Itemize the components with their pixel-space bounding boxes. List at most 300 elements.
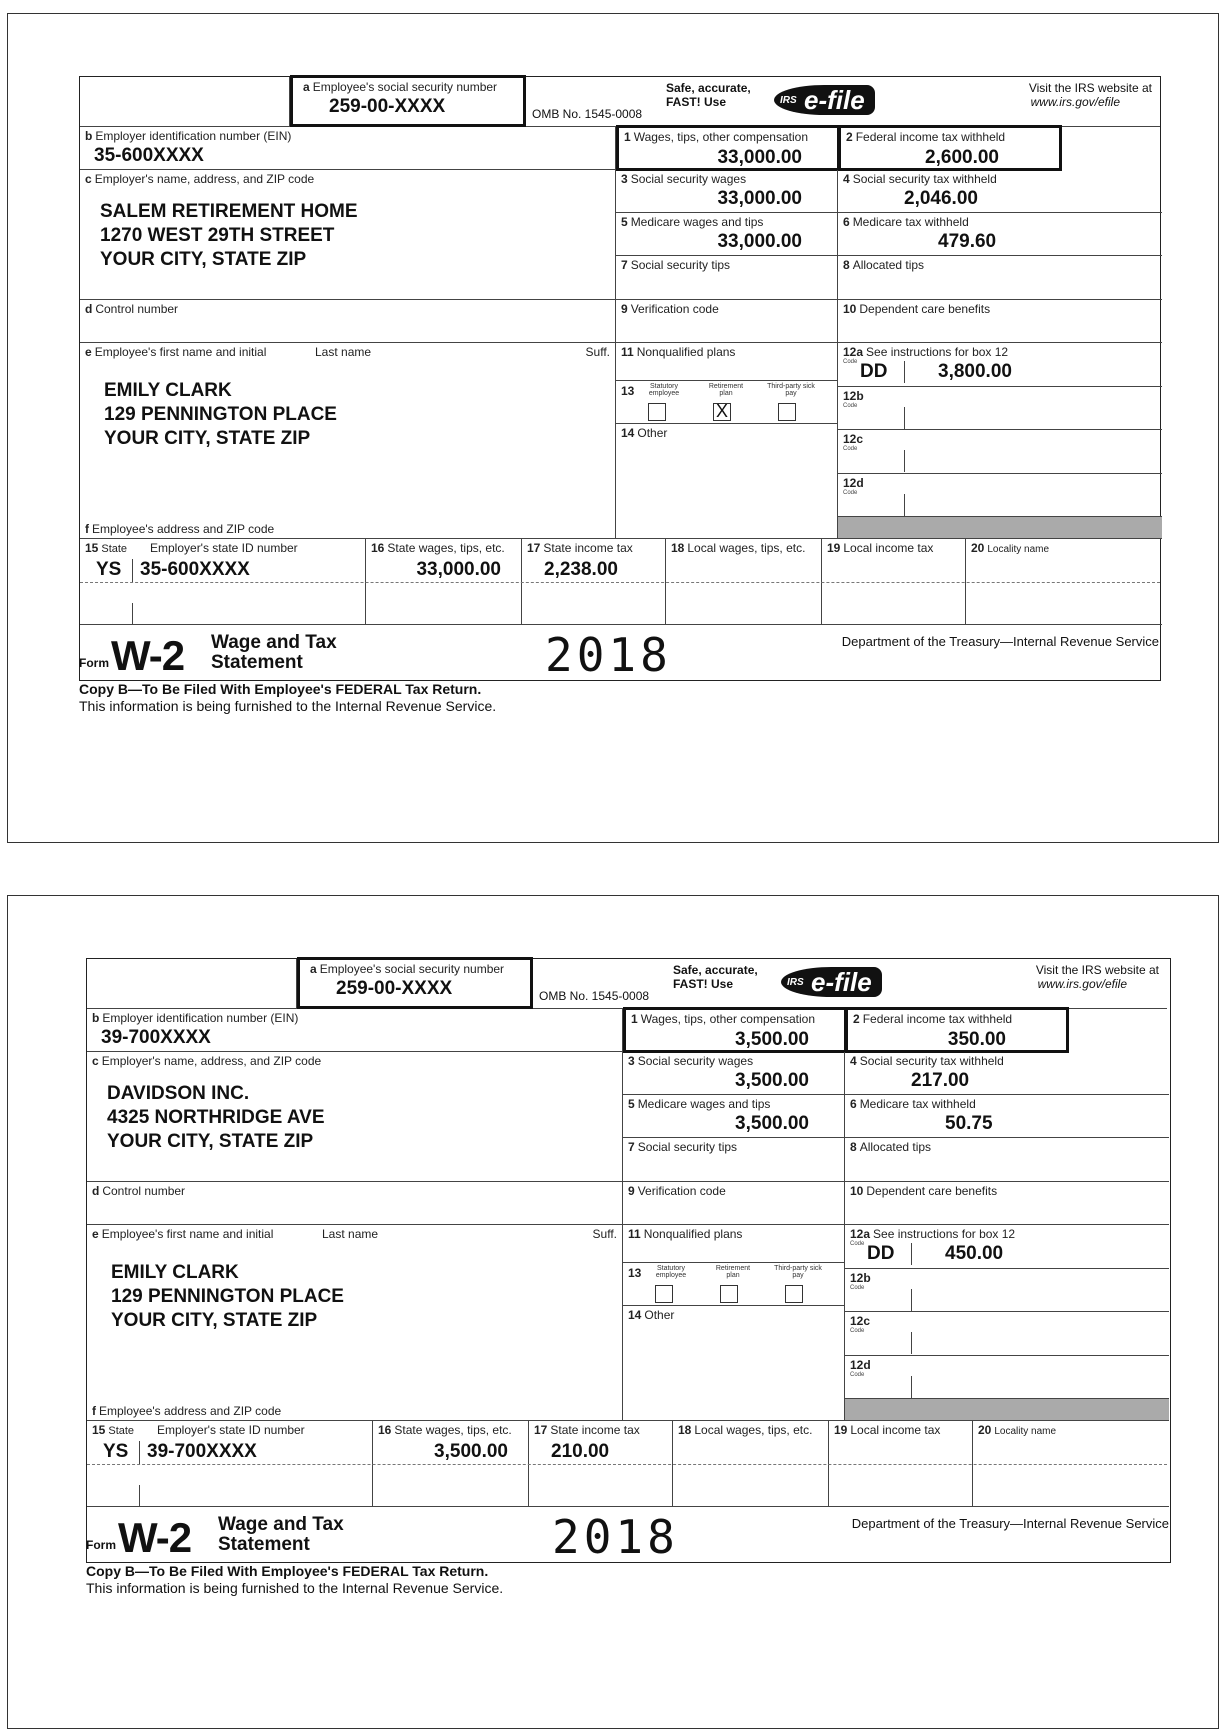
box-14	[623, 1306, 845, 1421]
box4-label: Social security tax withheld	[859, 1054, 1004, 1068]
employee-name: EMILY CLARK	[104, 380, 232, 401]
box-b	[87, 1009, 623, 1052]
box-label	[671, 541, 805, 555]
box-12c	[845, 1312, 1169, 1356]
box-e	[87, 1225, 623, 1421]
box-label	[378, 1423, 512, 1437]
employee-label: Employee's first name and initial	[101, 1227, 274, 1241]
box-number: 12d	[843, 476, 864, 490]
divider-line	[911, 1376, 912, 1398]
box-number: 12d	[850, 1358, 871, 1372]
divider-line	[904, 450, 905, 472]
box-number: 12a	[843, 345, 864, 359]
box12a-amount: 450.00	[945, 1243, 1004, 1264]
box18-label: Local wages, tips, etc.	[694, 1423, 813, 1437]
box-label	[534, 1423, 640, 1437]
statement-word: Statement	[218, 1534, 310, 1555]
box-d	[87, 1182, 623, 1225]
employer-label: Employer's name, address, and ZIP code	[94, 172, 315, 186]
box-number: b	[92, 1011, 100, 1025]
divider-line	[132, 559, 133, 583]
copy-b-line: Copy B—To Be Filed With Employee's FEDERAL Tax Return.	[79, 681, 482, 697]
box7-label: Social security tips	[630, 258, 731, 272]
box10-label: Dependent care benefits	[866, 1184, 998, 1198]
box2-label: Federal income tax withheld	[855, 130, 1006, 144]
form-word: Form	[86, 1538, 116, 1552]
box-label	[621, 426, 667, 440]
box-number: 3	[621, 172, 628, 186]
box-label	[92, 1227, 273, 1241]
divider-line	[911, 1332, 912, 1354]
box-number: d	[85, 302, 93, 316]
employee-city: YOUR CITY, STATE ZIP	[111, 1310, 318, 1331]
box-label	[624, 130, 808, 144]
box-label	[846, 130, 1005, 144]
box-number: 20	[978, 1423, 992, 1437]
box-5	[616, 213, 838, 256]
box-number: 15	[85, 541, 99, 555]
box-number: f	[85, 522, 89, 536]
box-label	[85, 302, 178, 316]
box-number: e	[85, 345, 92, 359]
box-number: 12c	[850, 1314, 871, 1328]
box-4	[838, 170, 1162, 213]
visit-irs: Visit the IRS website at	[1028, 81, 1152, 95]
divider-line	[139, 1441, 140, 1465]
box-number: 9	[621, 302, 628, 316]
box-number: 19	[834, 1423, 848, 1437]
box-number: 14	[628, 1308, 642, 1322]
state-id-value: 39-700XXXX	[147, 1441, 257, 1462]
box17-value: 210.00	[551, 1441, 610, 1462]
box-label	[628, 1097, 770, 1111]
box-label	[92, 1423, 134, 1437]
box17-label: State income tax	[550, 1423, 640, 1437]
box-2	[838, 125, 1062, 171]
box14-label: Other	[637, 426, 668, 440]
department-line: Department of the Treasury—Internal Revenue Service	[841, 634, 1159, 649]
box-label	[310, 962, 504, 976]
header-right	[526, 77, 1160, 127]
box-label	[628, 1308, 674, 1322]
box-label	[843, 476, 867, 490]
box-label	[527, 541, 633, 555]
fast-use: FAST! Use	[666, 95, 727, 109]
box-number: 10	[850, 1184, 864, 1198]
box-label	[850, 1358, 874, 1372]
ein-label: Employer identification number (EIN)	[95, 129, 292, 143]
employer-address: 4325 NORTHRIDGE AVE	[107, 1107, 325, 1128]
box-label	[92, 1011, 298, 1025]
furnished-line: This information is being furnished to the Internal Revenue Service.	[79, 698, 497, 714]
box2-label: Federal income tax withheld	[862, 1012, 1013, 1026]
box-number: c	[92, 1054, 99, 1068]
box-number: 14	[621, 426, 635, 440]
statutory-label: Statutory employee	[655, 1265, 687, 1279]
box-label	[827, 541, 933, 555]
box-number: 5	[621, 215, 628, 229]
box20-label: Locality name	[994, 1426, 1057, 1437]
box-6	[845, 1095, 1169, 1138]
box4-value: 217.00	[911, 1070, 970, 1091]
box12a-label: See instructions for box 12	[866, 345, 1009, 359]
box-number: 13	[621, 384, 635, 398]
box-label	[628, 1266, 644, 1280]
box-label	[628, 1227, 742, 1241]
box-12c	[838, 430, 1162, 474]
box-label	[843, 215, 969, 229]
box-12d	[845, 1356, 1169, 1399]
ein-value: 39-700XXXX	[101, 1027, 211, 1048]
box-number: 6	[843, 215, 850, 229]
retirement-checkbox[interactable]	[720, 1285, 738, 1303]
box4-value: 2,046.00	[904, 188, 978, 209]
efile-logo-text: e-file	[811, 967, 872, 997]
department-line: Department of the Treasury—Internal Revenue Service	[851, 1516, 1169, 1531]
box-11	[616, 343, 838, 380]
box-number: 12b	[850, 1271, 871, 1285]
box-label	[850, 1271, 874, 1285]
blank-top-cell	[87, 959, 297, 1009]
code-label: Code	[850, 1372, 865, 1378]
box-number: 10	[843, 302, 857, 316]
box-label	[303, 80, 497, 94]
box-label	[631, 1012, 815, 1026]
box3-label: Social security wages	[630, 172, 747, 186]
state-id-label: Employer's state ID number	[150, 541, 298, 555]
box-label	[978, 1423, 1056, 1437]
box-a	[290, 75, 526, 127]
box-number: 12a	[850, 1227, 871, 1241]
box-d	[80, 300, 616, 343]
box-number: 16	[371, 541, 385, 555]
shaded-box	[838, 517, 1162, 539]
divider-line	[132, 603, 133, 625]
state-value: YS	[103, 1441, 129, 1462]
box-number: 19	[827, 541, 841, 555]
employer-address: 1270 WEST 29TH STREET	[100, 225, 335, 246]
employee-name: EMILY CLARK	[111, 1262, 239, 1283]
box-label	[850, 1184, 997, 1198]
box12a-code: DD	[860, 361, 888, 382]
box5-value: 33,000.00	[717, 231, 802, 252]
control-label: Control number	[102, 1184, 186, 1198]
box12a-amount: 3,800.00	[938, 361, 1012, 382]
third-party-checkbox[interactable]	[785, 1285, 803, 1303]
box-label	[621, 345, 735, 359]
ssn-value: 259-00-XXXX	[329, 96, 446, 117]
box-3	[616, 170, 838, 213]
box-10	[838, 300, 1162, 343]
box8-label: Allocated tips	[852, 258, 925, 272]
box5-value: 3,500.00	[735, 1113, 809, 1134]
box-c	[87, 1052, 623, 1182]
visit-irs: Visit the IRS website at	[1035, 963, 1159, 977]
box-number: 11	[621, 345, 634, 359]
third-party-label: Third-party sick pay	[767, 383, 815, 397]
box-label	[85, 345, 266, 359]
box-number: 20	[971, 541, 985, 555]
box6-value: 479.60	[938, 231, 997, 252]
box10-label: Dependent care benefits	[859, 302, 991, 316]
box-number: 4	[850, 1054, 857, 1068]
box-12b	[845, 1269, 1169, 1312]
box3-value: 33,000.00	[717, 188, 802, 209]
irs-url[interactable]: www.irs.gov/efile	[1037, 977, 1127, 991]
last-name-label: Last name	[322, 1227, 379, 1241]
omb-number: OMB No. 1545-0008	[532, 107, 643, 121]
ein-label: Employer identification number (EIN)	[102, 1011, 299, 1025]
box-a	[297, 957, 533, 1009]
box-label	[834, 1423, 940, 1437]
box-6	[838, 213, 1162, 256]
box-label	[843, 258, 924, 272]
box-label	[85, 541, 127, 555]
w2-page-2	[7, 895, 1219, 1729]
third-party-checkbox[interactable]	[778, 403, 796, 421]
box20-label: Locality name	[987, 544, 1050, 555]
box-number: d	[92, 1184, 100, 1198]
box16-label: State wages, tips, etc.	[387, 541, 505, 555]
w2-page-1	[7, 13, 1219, 843]
code-label: Code	[850, 1241, 865, 1247]
box-label	[850, 1140, 931, 1154]
wage-and-tax: Wage and Tax	[211, 632, 337, 653]
box-1	[623, 1007, 847, 1053]
box-number: 15	[92, 1423, 106, 1437]
box16-label: State wages, tips, etc.	[394, 1423, 512, 1437]
retirement-checkbox[interactable]: X	[713, 403, 731, 421]
w2-form	[86, 958, 1171, 1596]
box-label	[621, 258, 730, 272]
box-b	[80, 127, 616, 170]
efile-logo-text: e-file	[804, 85, 865, 115]
box11-label: Nonqualified plans	[636, 345, 736, 359]
dashed-separator	[80, 582, 1160, 583]
box-label	[628, 1184, 726, 1198]
box4-label: Social security tax withheld	[852, 172, 997, 186]
statutory-checkbox[interactable]	[648, 403, 666, 421]
box-9	[623, 1182, 845, 1225]
box-number: 18	[678, 1423, 692, 1437]
box-3	[623, 1052, 845, 1095]
box-c	[80, 170, 616, 300]
box-label	[843, 345, 1008, 359]
box-12a	[838, 343, 1162, 387]
box-11	[623, 1225, 845, 1262]
statutory-label: Statutory employee	[648, 383, 680, 397]
copy-b-line: Copy B—To Be Filed With Employee's FEDERAL Tax Return.	[86, 1563, 489, 1579]
box-label	[621, 384, 637, 398]
ssn-value: 259-00-XXXX	[336, 978, 453, 999]
statutory-checkbox[interactable]	[655, 1285, 673, 1303]
box-number: a	[310, 962, 317, 976]
box-number: b	[85, 129, 93, 143]
code-label: Code	[850, 1285, 865, 1291]
box-number: c	[85, 172, 92, 186]
box-number: 12c	[843, 432, 864, 446]
box16-value: 3,500.00	[434, 1441, 508, 1462]
box-number: 8	[843, 258, 850, 272]
ein-value: 35-600XXXX	[94, 145, 204, 166]
safe-accurate: Safe, accurate,	[673, 963, 758, 977]
divider-line	[911, 1243, 912, 1265]
box-12b	[838, 387, 1162, 430]
box-label	[850, 1097, 976, 1111]
box-number: e	[92, 1227, 99, 1241]
employee-address: 129 PENNINGTON PLACE	[104, 404, 337, 425]
ssn-label: Employee's social security number	[319, 962, 505, 976]
box1-label: Wages, tips, other compensation	[633, 130, 808, 144]
box-12d	[838, 474, 1162, 517]
w2-title: W-2	[118, 1514, 192, 1561]
box14-label: Other	[644, 1308, 675, 1322]
control-label: Control number	[95, 302, 179, 316]
box-label	[850, 1314, 873, 1328]
box-label	[971, 541, 1049, 555]
code-label: Code	[843, 359, 858, 365]
divider-line	[904, 361, 905, 383]
box-label	[850, 1054, 1004, 1068]
box19-label: Local income tax	[843, 541, 934, 555]
box-13	[623, 1262, 845, 1306]
box-number: 8	[850, 1140, 857, 1154]
suff-label: Suff.	[592, 1227, 617, 1241]
box-13	[616, 380, 838, 424]
employer-name: SALEM RETIREMENT HOME	[100, 201, 358, 222]
irs-logo-text: IRS	[780, 95, 797, 106]
box-label	[843, 389, 867, 403]
box-label	[850, 1227, 1015, 1241]
divider-line	[139, 1485, 140, 1507]
box15-label: State	[101, 543, 128, 555]
efile-logo	[774, 85, 875, 115]
efile-logo	[781, 967, 882, 997]
box-label	[92, 1054, 321, 1068]
retirement-label: Retirement plan	[708, 383, 744, 397]
box6-label: Medicare tax withheld	[859, 1097, 976, 1111]
box17-label: State income tax	[543, 541, 633, 555]
box8-label: Allocated tips	[859, 1140, 932, 1154]
box-2	[845, 1007, 1069, 1053]
employee-city: YOUR CITY, STATE ZIP	[104, 428, 311, 449]
box-number: 1	[631, 1012, 638, 1026]
box-7	[623, 1138, 845, 1182]
box-5	[623, 1095, 845, 1138]
box-label	[621, 302, 719, 316]
box-number: 4	[843, 172, 850, 186]
box-label	[85, 172, 314, 186]
state-id-value: 35-600XXXX	[140, 559, 250, 580]
box-number: 6	[850, 1097, 857, 1111]
box-number: a	[303, 80, 310, 94]
box9-label: Verification code	[637, 1184, 726, 1198]
box-number: 13	[628, 1266, 642, 1280]
box12a-code: DD	[867, 1243, 895, 1264]
w2-grid	[79, 76, 1161, 681]
box-14	[616, 424, 838, 539]
box-label	[92, 1184, 185, 1198]
dashed-separator	[87, 1464, 1167, 1465]
box-number: f	[92, 1404, 96, 1418]
ssn-label: Employee's social security number	[312, 80, 498, 94]
box-number: 7	[621, 258, 628, 272]
box6-label: Medicare tax withheld	[852, 215, 969, 229]
box9-label: Verification code	[630, 302, 719, 316]
code-label: Code	[850, 1328, 865, 1334]
tax-year: 2018	[552, 1510, 679, 1564]
box-label	[843, 172, 997, 186]
form-word: Form	[79, 656, 109, 670]
box-label	[843, 432, 866, 446]
omb-number: OMB No. 1545-0008	[539, 989, 650, 1003]
box3-label: Social security wages	[637, 1054, 754, 1068]
box-label	[92, 1404, 281, 1418]
box-7	[616, 256, 838, 300]
shaded-box	[845, 1399, 1169, 1421]
box-label	[843, 302, 990, 316]
box19-label: Local income tax	[850, 1423, 941, 1437]
employer-city: YOUR CITY, STATE ZIP	[100, 249, 307, 270]
box15-label: State	[108, 1425, 135, 1437]
divider-line	[911, 1289, 912, 1311]
fast-use: FAST! Use	[673, 977, 734, 991]
box5-label: Medicare wages and tips	[637, 1097, 771, 1111]
box17-value: 2,238.00	[544, 559, 618, 580]
box-number: 3	[628, 1054, 635, 1068]
irs-url[interactable]: www.irs.gov/efile	[1030, 95, 1120, 109]
box1-value: 3,500.00	[735, 1029, 809, 1050]
box-label	[621, 172, 746, 186]
employer-label: Employer's name, address, and ZIP code	[101, 1054, 322, 1068]
box-number: 12b	[843, 389, 864, 403]
box2-value: 2,600.00	[925, 147, 999, 168]
box-12a	[845, 1225, 1169, 1269]
box-label	[85, 129, 291, 143]
box-number: 1	[624, 130, 631, 144]
box5-label: Medicare wages and tips	[630, 215, 764, 229]
box12a-label: See instructions for box 12	[873, 1227, 1016, 1241]
employee-label: Employee's first name and initial	[94, 345, 267, 359]
box-8	[845, 1138, 1169, 1182]
header-right	[533, 959, 1167, 1009]
box-number: 18	[671, 541, 685, 555]
box16-value: 33,000.00	[416, 559, 501, 580]
box-number: 17	[534, 1423, 548, 1437]
box-number: 9	[628, 1184, 635, 1198]
box-number: 17	[527, 541, 541, 555]
box2-value: 350.00	[947, 1029, 1006, 1050]
w2-title: W-2	[111, 632, 185, 679]
state-value: YS	[96, 559, 122, 580]
irs-logo-text: IRS	[787, 977, 804, 988]
employer-city: YOUR CITY, STATE ZIP	[107, 1131, 314, 1152]
blank-top-cell	[80, 77, 290, 127]
safe-accurate: Safe, accurate,	[666, 81, 751, 95]
box-10	[845, 1182, 1169, 1225]
box-label	[628, 1054, 753, 1068]
wage-and-tax: Wage and Tax	[218, 1514, 344, 1535]
box-label	[628, 1140, 737, 1154]
box-label	[621, 215, 763, 229]
code-label: Code	[843, 490, 858, 496]
box-number: 2	[846, 130, 853, 144]
third-party-label: Third-party sick pay	[774, 1265, 822, 1279]
suff-label: Suff.	[585, 345, 610, 359]
divider-line	[904, 407, 905, 429]
box18-label: Local wages, tips, etc.	[687, 541, 806, 555]
box3-value: 3,500.00	[735, 1070, 809, 1091]
